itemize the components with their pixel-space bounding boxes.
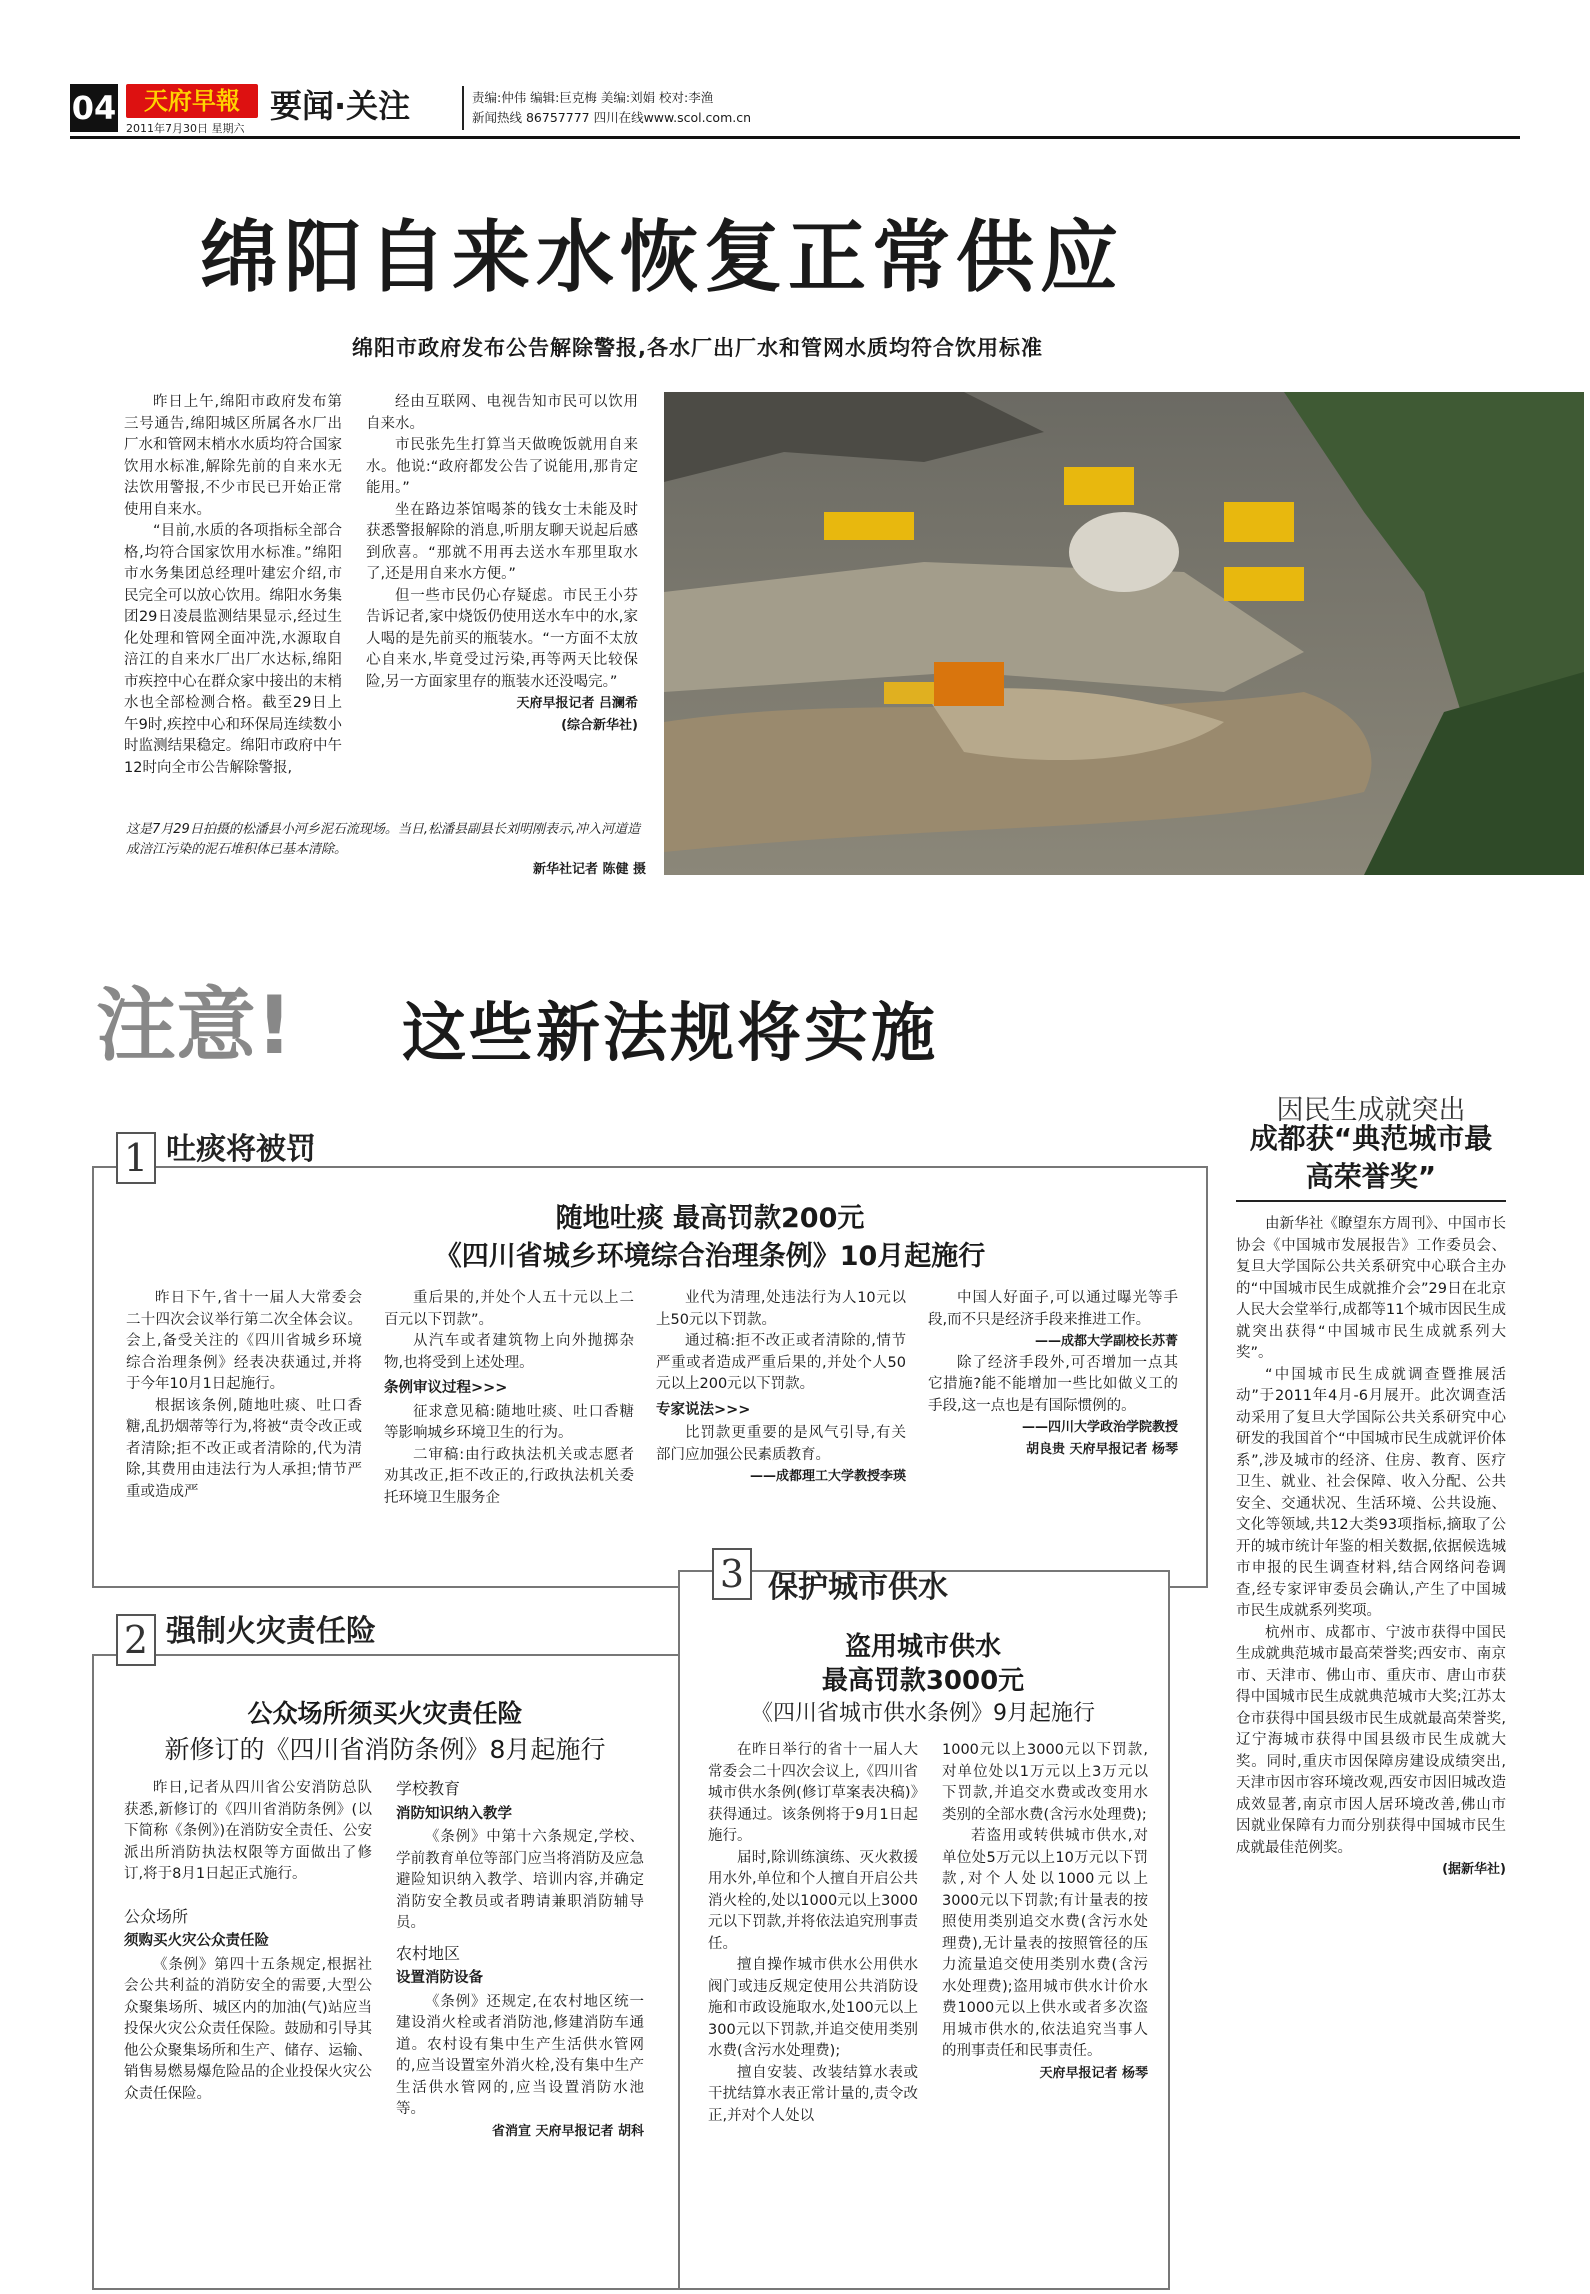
s2-kicker2: 学校教育 bbox=[396, 1779, 461, 1798]
section2-col1 bbox=[124, 1778, 372, 2105]
new-laws-headline: 这些新法规将实施 bbox=[402, 997, 938, 1071]
section3-number: 3 bbox=[712, 1548, 752, 1600]
story1-p2: “目前,水质的各项指标全部合格,均符合国家饮用水标准。”绵阳市水务集团总经理叶建宏介绍,市民完全可以放心饮用。绵阳水务集团29日凌晨监测结果显示,经过生化处理和管网全面冲洗,水源取自涪江的自来水厂出厂水达标,绵阳市疾控中心在群众家中接出的末梢水也全部检测合格。截至29日上午9时,疾控中心和环保局连续数小时监测结果稳定。绵阳市政府中午12时向全市公告解除警报, bbox=[124, 523, 342, 776]
story1-p6: 但一些市民仍心存疑虑。市民王小芬告诉记者,家中烧饭仍使用送水车中的水,家人喝的是先前买的瓶装水。“一方面不太放心自来水,毕竟受过污染,再等两天比较保险,另一方面家里存的瓶装水还没喝完。” bbox=[366, 587, 638, 690]
s2-p4: 《条例》还规定,在农村地区统一建设消火栓或者消防池,修建消防车通道。农村设有集中生产生活供水管网的,应当设置室外消火栓,没有集中生产生活供水管网的,应当设置消防水池等。 bbox=[396, 1993, 644, 2117]
s2-sub2: 消防知识纳入教学 bbox=[396, 1805, 512, 1822]
s3-p1: 在昨日举行的省十一届人大常委会二十四次会议上,《四川省城市供水条例(修订草案表决稿)》获得通过。该条例将于9月1日起施行。 bbox=[708, 1742, 918, 1844]
page-number: 04 bbox=[70, 84, 118, 132]
s2-p1: 昨日,记者从四川省公安消防总队获悉,新修订的《四川省消防条例》(以下简称《条例》)在消防安全责任、公安派出所消防执法权限等方面做出了修订,将于8月1日起正式施行。 bbox=[124, 1780, 372, 1882]
story1-p5: 坐在路边茶馆喝茶的钱女士未能及时获悉警报解除的消息,听朋友聊天说起后感到欣喜。“那就不用再去送水车那里取水了,还是用自来水方便。” bbox=[366, 501, 638, 582]
story1-byline2: (综合新华社) bbox=[561, 717, 638, 733]
caption-text: 这是7月29日拍摄的松潘县小河乡泥石流现场。当日,松潘县副县长刘明刚表示,冲入河道造成涪江污染的泥石堆积体已基本清除。 bbox=[126, 822, 641, 857]
s2-sub1: 须购买火灾公众责任险 bbox=[124, 1933, 269, 1949]
s1-p10: 中国人好面子,可以通过曝光等手段,而不只是经济手段来推进工作。 bbox=[928, 1290, 1178, 1328]
section3-title2: 最高罚款3000元 bbox=[821, 1666, 1025, 1696]
s1-p4: 从汽车或者建筑物上向外抛掷杂物,也将受到上述处理。 bbox=[384, 1333, 634, 1371]
section3-title3: 《四川省城市供水条例》9月起施行 bbox=[751, 1701, 1095, 1726]
story1-p3: 经由互联网、电视告知市民可以饮用自来水。 bbox=[366, 394, 638, 432]
section1-col3 bbox=[656, 1288, 906, 1488]
s3-p6: 若盗用或转供城市供水,对单位处5万元以上10万元以下罚款,对个人处以1000元以上3000元以下罚款;有计量表的按照使用类别追交水费(含污水处理费),无计量表的按照管径的压力流量追交使用类别水费(含污水处理费);盗用城市供水计价水费1000元以上供水或者多次盗用城市供水的,依法追究当事人的刑事责任和民事责任。 bbox=[942, 1828, 1148, 2059]
section3-title1: 盗用城市供水 bbox=[844, 1632, 1001, 1662]
s1-quote-by2: ——成都大学副校长苏菁 bbox=[1034, 1334, 1178, 1349]
story1-col2 bbox=[366, 392, 638, 736]
s1-quote-by3: ——四川大学政治学院教授 bbox=[1021, 1420, 1178, 1435]
s1-p11: 除了经济手段外,可否增加一点其它措施?能不能增加一些比如做义工的手段,这一点也是有国际惯例的。 bbox=[928, 1354, 1178, 1414]
s3-p2: 届时,除训练演练、灭火救援用水外,单位和个人擅自开启公共消火栓的,处以1000元以上3000元以下罚款,并将依法追究刑事责任。 bbox=[708, 1849, 918, 1952]
s3-p3: 擅自操作城市供水公用供水阀门或违反规定使用公共消防设施和市政设施取水,处100元以上300元以下罚款,并追交使用类别水费(含污水处理费); bbox=[708, 1957, 918, 2059]
editors-line: 责编:仲伟 编辑:巨克梅 美编:刘娟 校对:李渔 bbox=[472, 90, 714, 105]
section1-col2 bbox=[384, 1288, 634, 1509]
section1-title1: 随地吐痰 最高罚款200元 bbox=[555, 1203, 865, 1234]
s1-p1: 昨日下午,省十一届人大常委会二十四次会议举行第二次全体会议。会上,备受关注的《四川省城乡环境综合治理条例》经表决获通过,并将于今年10月1日起施行。 bbox=[126, 1290, 362, 1392]
s1-quote-by1: ——成都理工大学教授李瑛 bbox=[749, 1469, 906, 1484]
s1-p7: 业代为清理,处违法行为人10元以上50元以下罚款。 bbox=[656, 1290, 906, 1328]
section1-col1 bbox=[126, 1288, 362, 1503]
section2-col2 bbox=[396, 1778, 644, 2142]
s2-p3: 《条例》中第十六条规定,学校、学前教育单位等部门应当将消防及应急避险知识纳入教学、培训内容,并确定消防安全教员或者聘请兼职消防辅导员。 bbox=[396, 1829, 644, 1931]
story1-headline: 绵阳自来水恢复正常供应 bbox=[200, 213, 1125, 303]
header-divider bbox=[462, 86, 464, 130]
right-rule bbox=[1236, 1200, 1506, 1202]
s2-kicker1: 公众场所 bbox=[124, 1906, 189, 1926]
right-p2: “中国城市民生成就调查暨推展活动”于2011年4月-6月展开。此次调查活动采用了复旦大学国际公共关系研究中心研发的我国首个“中国城市民生成就评价体系”,涉及城市的经济、住房、教育、医疗卫生、就业、社会保障、收入分配、公共安全、交通状况、生活环境、公共设施、文化等领域,共12大类93项指标,摘取了公开的城市统计年鉴的相关数据,依据候选城市申报的民生调查材料,结合网络问卷调查,经专家评审委员会确认,产生了中国城市民生成就系列奖项。 bbox=[1236, 1366, 1506, 1619]
s1-p6: 二审稿:由行政执法机关或志愿者劝其改正,拒不改正的,行政执法机关委托环境卫生服务企 bbox=[384, 1446, 634, 1506]
issue-date: 2011年7月30日 星期六 bbox=[126, 122, 245, 135]
hotline-line: 新闻热线 86757777 四川在线www.scol.com.cn bbox=[472, 110, 752, 125]
attention-heading: 注意! bbox=[96, 979, 293, 1072]
right-kicker: 因民生成就突出 bbox=[1276, 1095, 1466, 1126]
s3-p4: 擅自安装、改装结算水表或干扰结算水表正常计量的,责令改正,并对个人处以 bbox=[708, 2064, 918, 2124]
story1-byline: 天府早报记者 吕澜希 bbox=[516, 696, 638, 711]
s1-sub1: 条例审议过程>>> bbox=[384, 1380, 508, 1396]
section-title: 要闻·关注 bbox=[270, 87, 411, 125]
section2-label: 强制火灾责任险 bbox=[166, 1614, 376, 1649]
section1-col4 bbox=[928, 1288, 1178, 1460]
s1-byline: 胡良贵 天府早报记者 杨琴 bbox=[1025, 1441, 1178, 1457]
s1-sub2: 专家说法>>> bbox=[656, 1401, 751, 1418]
story1-subhead: 绵阳市政府发布公告解除警报,各水厂出厂水和管网水质均符合饮用标准 bbox=[352, 336, 1043, 360]
s2-sub3: 设置消防设备 bbox=[396, 1970, 483, 1986]
section3-label: 保护城市供水 bbox=[768, 1570, 948, 1605]
s2-p2: 《条例》第四十五条规定,根据社会公共利益的消防安全的需要,大型公众聚集场所、城区内的加油(气)站应当投保火灾公众责任保险。鼓励和引导其他公众聚集场所和生产、储存、运输、销售易燃易爆危险品的企业投保火灾公众责任保险。 bbox=[124, 1956, 372, 2102]
s3-p5: 1000元以上3000元以下罚款,对单位处以1万元以上3万元以下罚款,并追交水费或改变用水类别的全部水费(含污水处理费); bbox=[942, 1742, 1148, 1823]
section2-title1: 公众场所须买火灾责任险 bbox=[247, 1699, 523, 1728]
section3-col2 bbox=[942, 1740, 1148, 2084]
section1-title2: 《四川省城乡环境综合治理条例》10月起施行 bbox=[434, 1241, 986, 1272]
section1-number: 1 bbox=[116, 1132, 156, 1184]
paper-logo: 天府早報 bbox=[126, 84, 258, 118]
photo-caption bbox=[126, 820, 646, 880]
right-headline: 成都获“典范城市最高荣誉奖” bbox=[1249, 1122, 1493, 1193]
header-rule bbox=[70, 136, 1520, 139]
section3-col1 bbox=[708, 1740, 918, 2127]
s3-byline: 天府早报记者 杨琴 bbox=[1039, 2065, 1148, 2081]
right-p1: 由新华社《瞭望东方周刊》、中国市长协会《中国城市发展报告》工作委员会、复旦大学国际公共关系研究中心联合主办的“中国城市民生成就推介会”29日在北京人民大会堂举行,成都等11个城市因民生成就突出获得“中国城市民生成就系列大奖”。 bbox=[1236, 1216, 1506, 1361]
section2-title2: 新修订的《四川省消防条例》8月起施行 bbox=[164, 1735, 606, 1764]
mudslide-photo bbox=[664, 392, 1584, 875]
story1-col1 bbox=[124, 392, 342, 779]
right-credit: (据新华社) bbox=[1442, 1862, 1506, 1877]
s1-p2: 根据该条例,随地吐痰、吐口香糖,乱扔烟蒂等行为,将被“责令改正或者清除;拒不改正或者清除的,代为清除,其费用由违法行为人承担;情节严重或造成严 bbox=[126, 1397, 362, 1500]
s2-kicker3: 农村地区 bbox=[396, 1943, 461, 1963]
mudslide-scene bbox=[664, 392, 1584, 875]
right-body bbox=[1236, 1214, 1506, 1881]
header-info bbox=[472, 88, 751, 128]
s1-p8: 通过稿:拒不改正或者清除的,情节严重或者造成严重后果的,并处个人50元以上200元以下罚款。 bbox=[656, 1333, 906, 1392]
story1-p4: 市民张先生打算当天做晚饭就用自来水。他说:“政府都发公告了说能用,那肯定能用。” bbox=[366, 437, 638, 496]
s1-p9: 比罚款更重要的是风气引导,有关部门应加强公民素质教育。 bbox=[656, 1425, 906, 1463]
s1-p5: 征求意见稿:随地吐痰、吐口香糖等影响城乡环境卫生的行为。 bbox=[384, 1403, 634, 1441]
story1-p1: 昨日上午,绵阳市政府发布第三号通告,绵阳城区所属各水厂出厂水和管网末梢水水质均符合国家饮用水标准,解除先前的自来水无法饮用警报,不少市民已开始正常使用自来水。 bbox=[124, 394, 342, 518]
s1-p3: 重后果的,并处个人五十元以上二百元以下罚款”。 bbox=[384, 1290, 634, 1328]
right-p3: 杭州市、成都市、宁波市获得中国民生成就典范城市最高荣誉奖;西安市、南京市、天津市、佛山市、重庆市、唐山市获得中国城市民生成就典范城市大奖;江苏太仓市获得中国县级市民生成就最高荣誉奖,辽宁海城市获得中国县级市民生成就大奖。同时,重庆市因保障房建设成绩突出,天津市因市容环境改观,西安市因旧城改造成效显著,南京市因人居环境改善,佛山市因就业保障有力而分别获得中国城市民生成就最佳范例奖。 bbox=[1236, 1624, 1506, 1856]
caption-credit: 新华社记者 陈健 摄 bbox=[532, 862, 646, 877]
s2-byline: 省消宣 天府早报记者 胡科 bbox=[491, 2123, 644, 2139]
section1-label: 吐痰将被罚 bbox=[166, 1132, 316, 1167]
section2-number: 2 bbox=[116, 1614, 156, 1666]
